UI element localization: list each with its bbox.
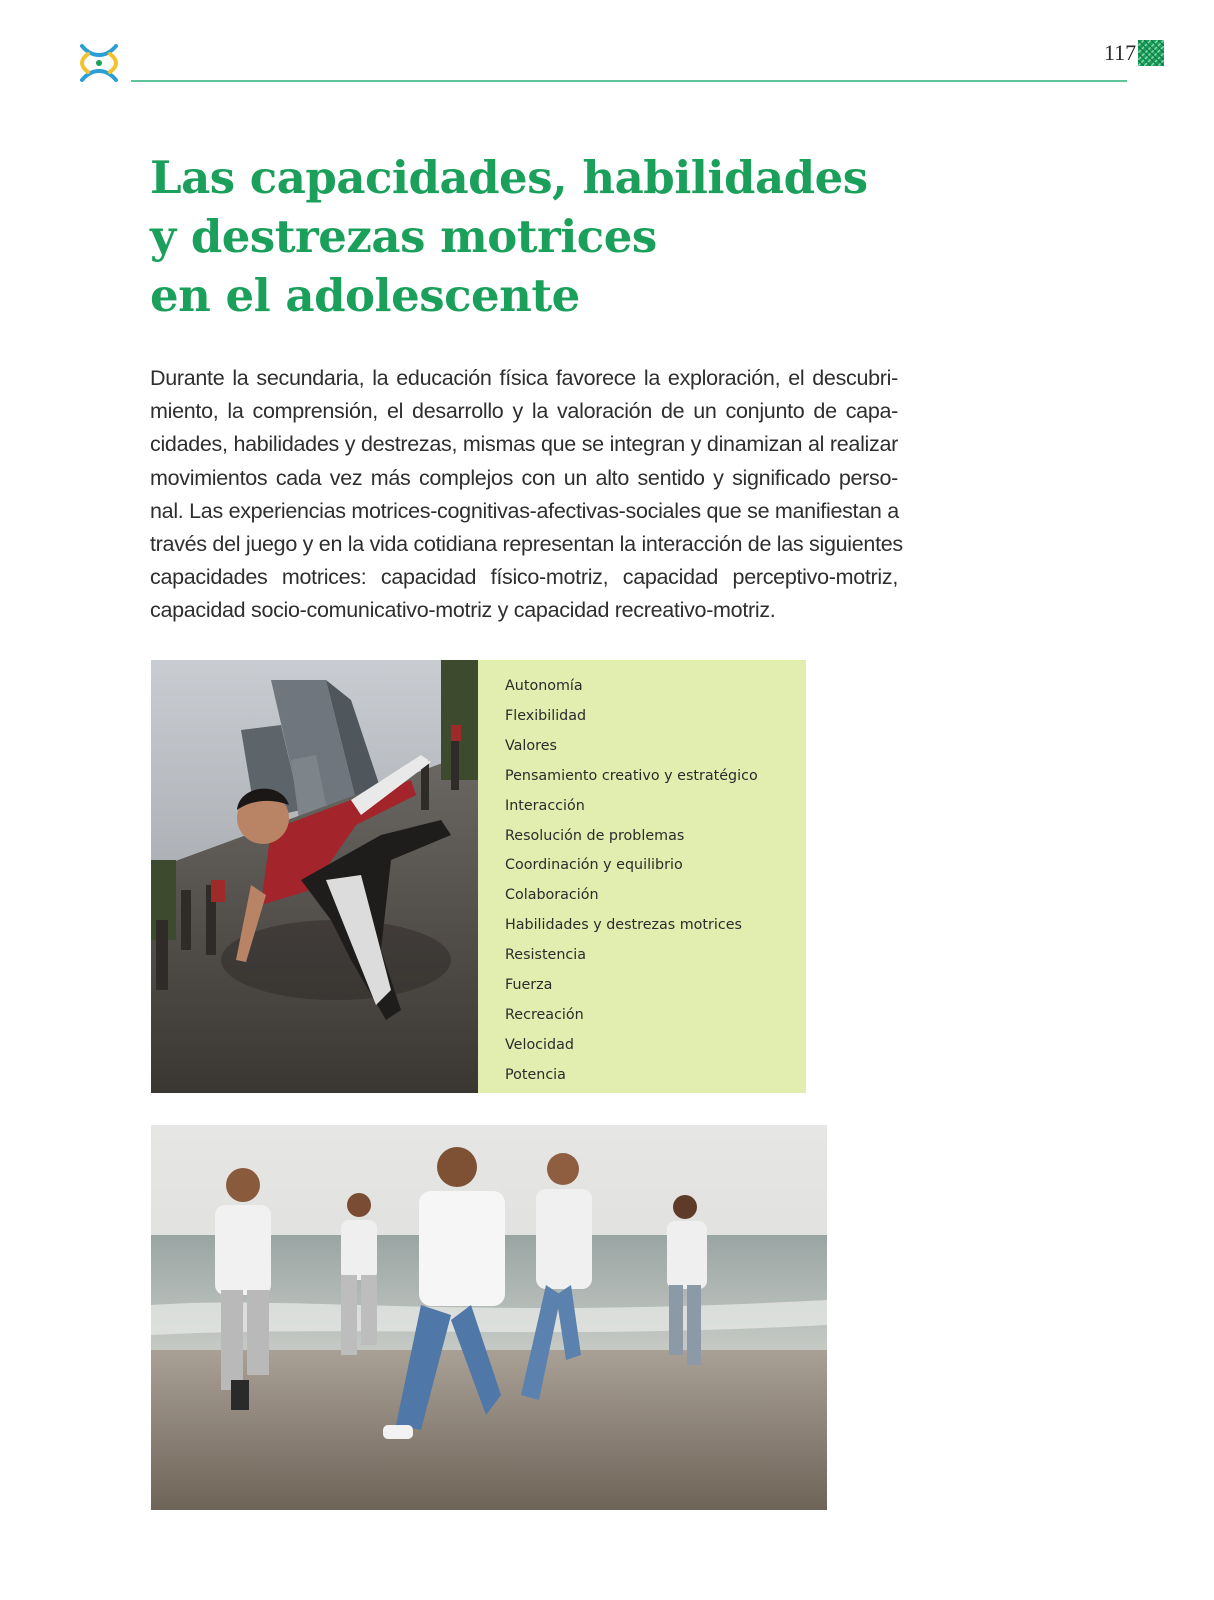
intro-line: Durante la secundaria, la educación física favorece la exploración, el descubri- — [150, 366, 898, 390]
intro-paragraph — [150, 362, 903, 628]
capacity-item: Resolución de problemas — [505, 827, 685, 844]
capacity-item: Pensamiento creativo y estratégico — [505, 767, 758, 784]
title-line: Las capacidades, habilidades — [150, 151, 868, 204]
title-line: en el adolescente — [150, 269, 580, 322]
capacity-item: Velocidad — [505, 1036, 574, 1053]
capacity-item: Coordinación y equilibrio — [505, 857, 683, 874]
capacity-item: Autonomía — [505, 678, 583, 694]
green-pattern-icon — [1138, 40, 1164, 66]
capacity-item: Flexibilidad — [505, 707, 587, 724]
capacity-item: Habilidades y destrezas motrices — [505, 917, 742, 934]
capacity-item: Recreación — [505, 1006, 584, 1023]
photo-boy-jumping — [151, 660, 478, 1093]
page-title — [150, 148, 868, 325]
photo-children-running-beach — [151, 1125, 827, 1510]
page-number: 117 — [1104, 40, 1137, 65]
title-line: y destrezas motrices — [150, 210, 657, 263]
capacities-list-panel — [478, 660, 806, 1093]
capacity-item: Fuerza — [505, 977, 553, 994]
capacity-item: Potencia — [505, 1066, 566, 1083]
header-divider — [131, 80, 1127, 82]
intertwined-figures-logo-icon — [76, 40, 122, 86]
capacity-item: Colaboración — [505, 887, 599, 904]
intro-line: movimientos cada vez más complejos con un alto sentido y significado perso- — [150, 465, 898, 490]
intro-line: través del juego y en la vida cotidiana representan la interacción de las siguientes — [150, 532, 903, 557]
intro-line: nal. Las experiencias motrices-cognitivas-afectivas-sociales que se manifiestan a — [150, 498, 899, 523]
capacity-item: Interacción — [505, 797, 585, 814]
intro-line: miento, la comprensión, el desarrollo y la valoración de un conjunto de capa- — [150, 399, 898, 424]
intro-line: capacidad socio-comunicativo-motriz y capacidad recreativo-motriz. — [150, 598, 776, 623]
intro-line: cidades, habilidades y destrezas, mismas que se integran y dinamizan al realizar — [150, 432, 898, 457]
capacity-item: Valores — [505, 737, 557, 754]
intro-line: capacidades motrices: capacidad físico-motriz, capacidad perceptivo-motriz, — [150, 565, 898, 590]
capacity-item: Resistencia — [505, 947, 587, 964]
capacities-list — [505, 672, 806, 1091]
